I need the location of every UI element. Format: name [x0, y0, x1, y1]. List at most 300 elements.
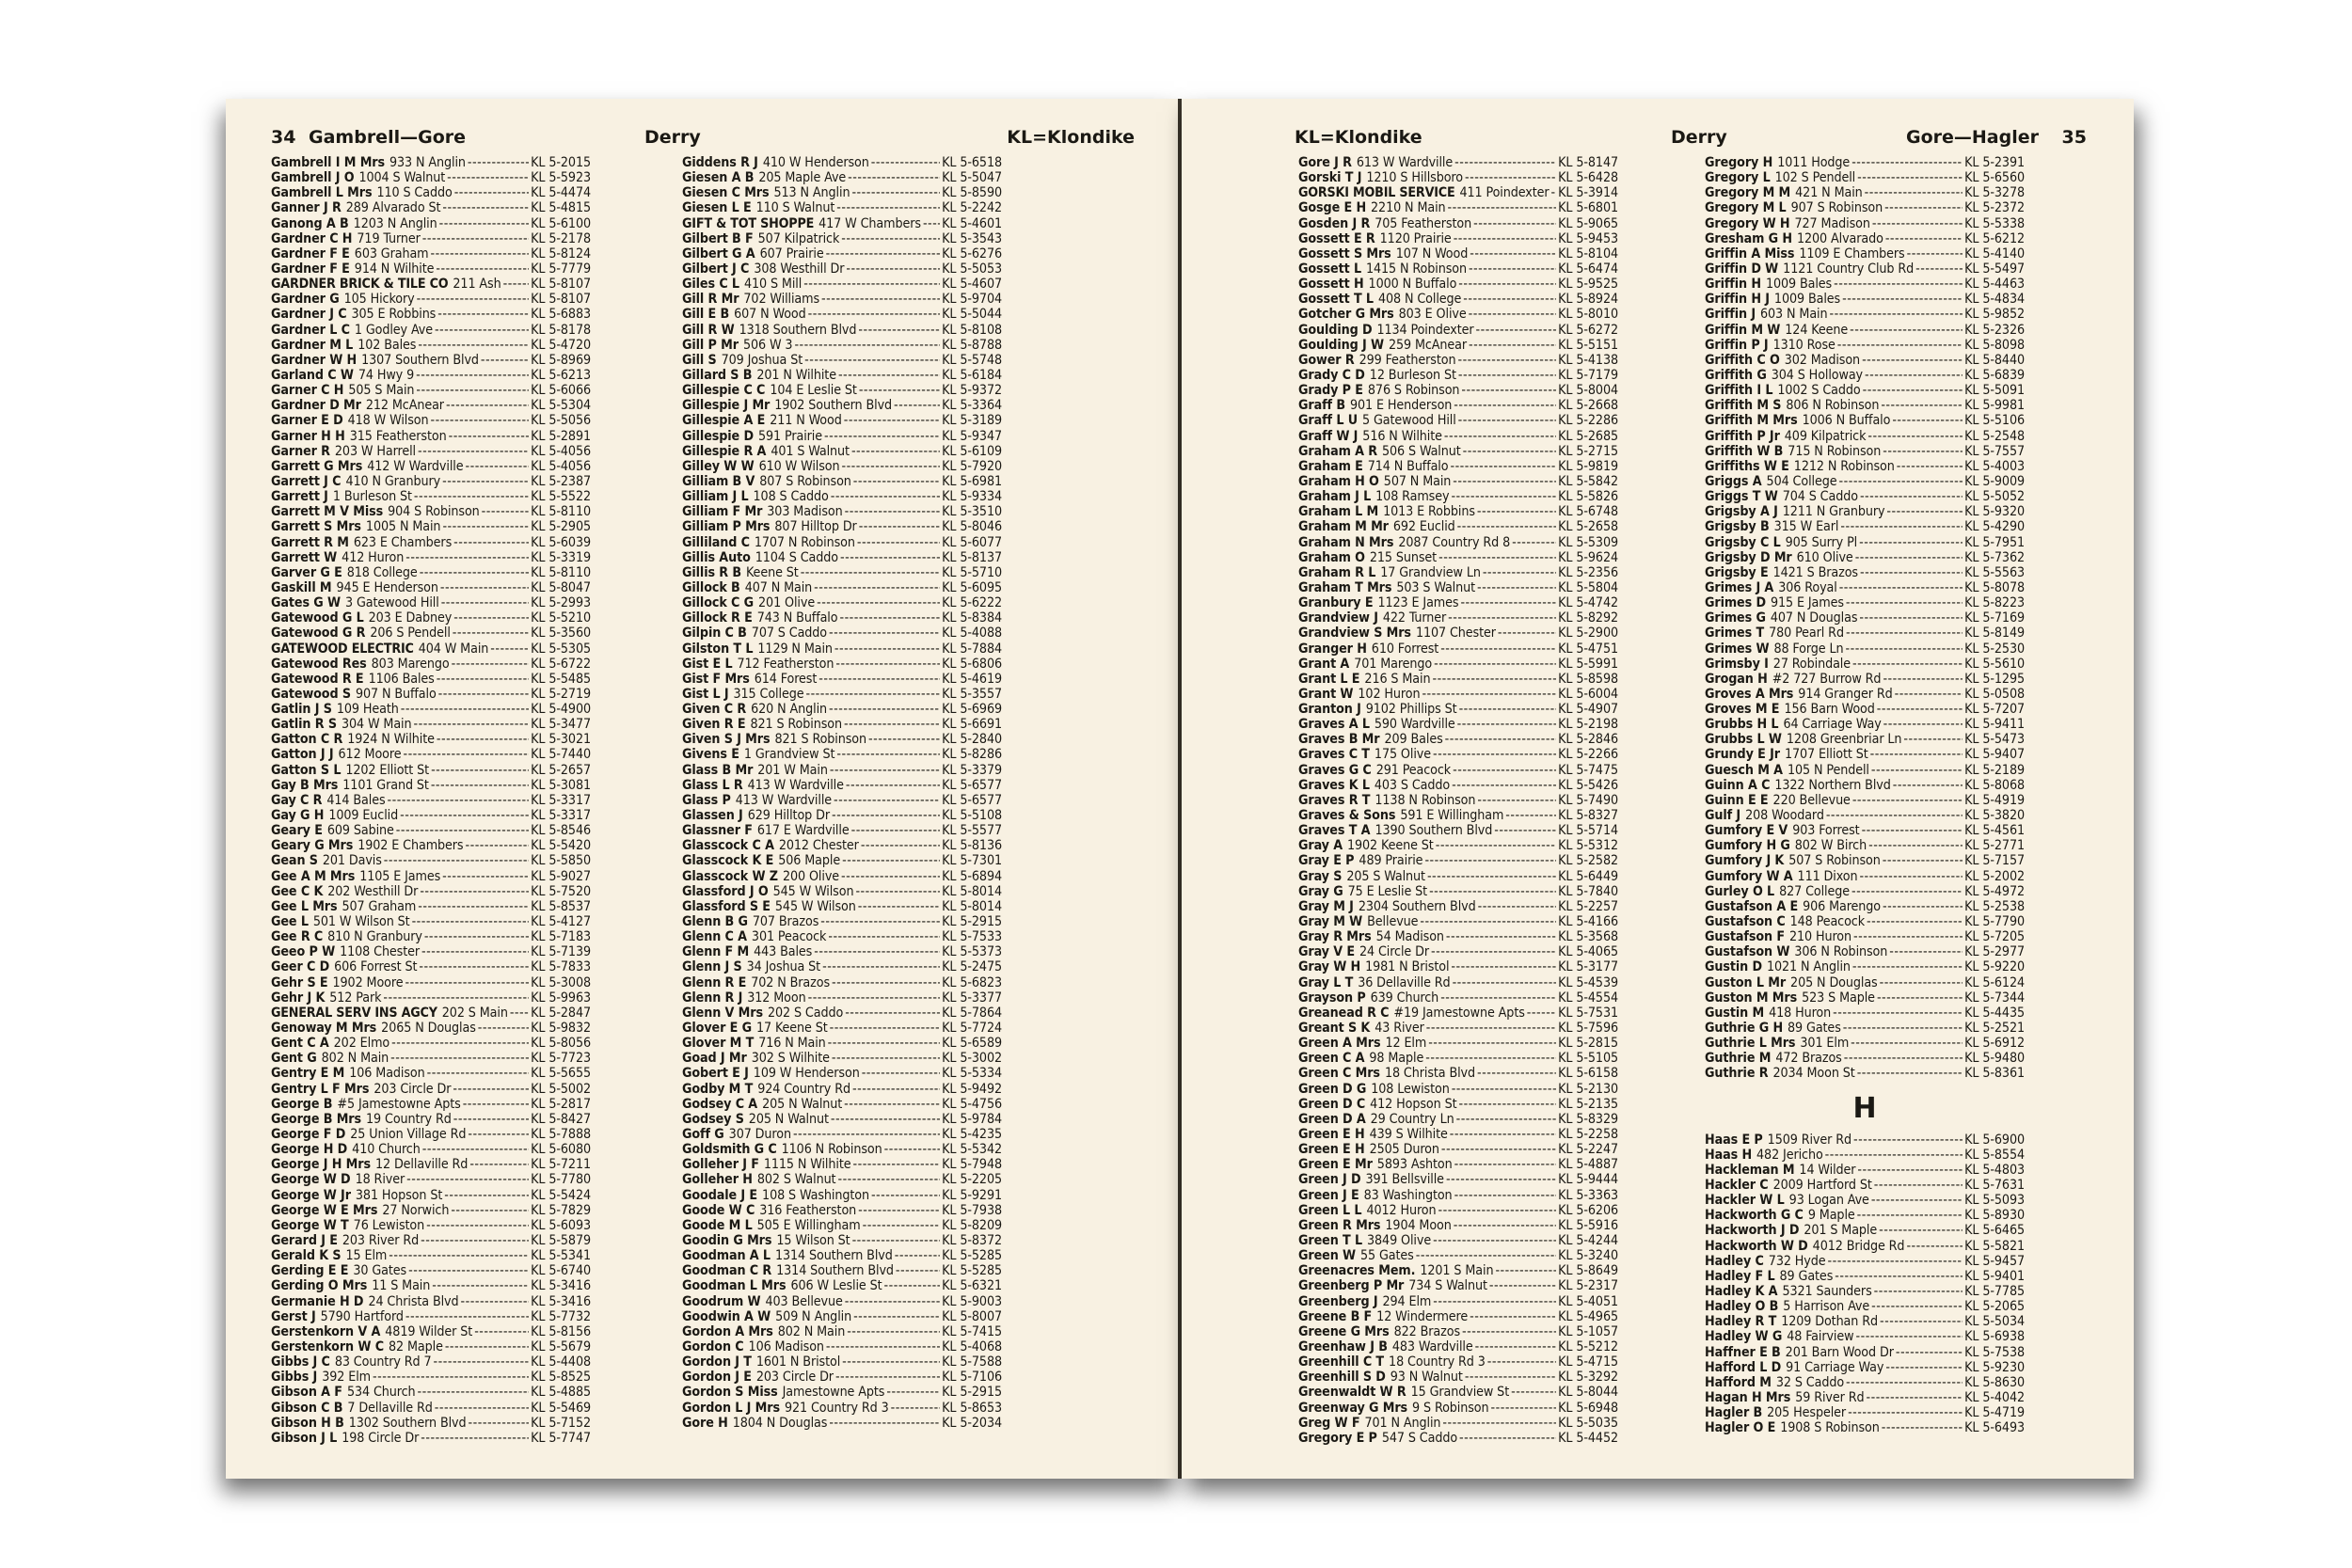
- listing-name: Grant W: [1298, 686, 1354, 702]
- listing-phone: KL 5-3002: [942, 1051, 1002, 1067]
- listing-phone: KL 5-9372: [942, 383, 1002, 399]
- listing-phone: KL 5-5342: [942, 1142, 1002, 1158]
- listing-entry: [1705, 732, 2025, 747]
- listing-entry: [271, 1142, 591, 1157]
- dot-leader: [1505, 808, 1556, 823]
- listing-address: 590 Wardville: [1374, 717, 1455, 733]
- listing-address: 43 River: [1375, 1021, 1424, 1037]
- listing-name: Gardner W H: [271, 352, 358, 368]
- listing-entry: [682, 610, 1002, 626]
- listing-name: Glass B Mr: [682, 762, 754, 778]
- listing-name: Gossett L: [1298, 261, 1361, 277]
- dot-leader: [1859, 869, 1963, 884]
- listing-entry: [1298, 338, 1618, 353]
- listing-entry: [1298, 474, 1618, 489]
- listing-name: Gay C R: [271, 792, 323, 808]
- listing-entry: [682, 277, 1002, 292]
- listing-entry: [682, 747, 1002, 762]
- dot-leader: [830, 1021, 941, 1036]
- listing-phone: KL 5-9480: [1964, 1051, 2025, 1067]
- listing-address: 802 W Birch: [1794, 838, 1867, 854]
- dot-leader: [826, 1339, 940, 1354]
- listing-phone: KL 5-2817: [531, 1096, 591, 1112]
- listing-phone: KL 5-6109: [942, 443, 1002, 459]
- left-page-number: 34: [271, 127, 296, 148]
- listing-address: 617 E Wardville: [756, 823, 850, 839]
- listing-address: 4819 Wilder St: [385, 1323, 473, 1339]
- dot-leader: [814, 944, 940, 959]
- listing-entry: [1298, 292, 1618, 307]
- dot-leader: [1452, 1082, 1556, 1097]
- listing-address: 443 Bales: [754, 944, 813, 960]
- dot-leader: [1867, 429, 1963, 444]
- listing-entry: [271, 292, 591, 307]
- listing-name: Gee L Mrs: [271, 898, 338, 914]
- listing-name: Gee R C: [271, 929, 324, 945]
- listing-name: Grimes T: [1705, 626, 1765, 641]
- dot-leader: [1440, 990, 1556, 1006]
- dot-leader: [1835, 1269, 1963, 1284]
- listing-name: Gill R Mr: [682, 292, 739, 308]
- listing-name: Guthrie M: [1705, 1051, 1772, 1067]
- listing-address: 904 S Robinson: [388, 504, 480, 520]
- listing-phone: KL 5-5108: [942, 808, 1002, 824]
- listing-name: Glass P: [682, 792, 731, 808]
- dot-leader: [859, 519, 940, 534]
- listing-name: Gilley W W: [682, 458, 755, 474]
- dot-leader: [814, 580, 940, 595]
- listing-entry: [271, 185, 591, 200]
- listing-phone: KL 5-5093: [1964, 1193, 2025, 1209]
- listing-entry: [271, 838, 591, 853]
- listing-address: 5893 Ashton: [1376, 1157, 1453, 1173]
- listing-address: 1202 Elliott St: [345, 762, 430, 778]
- dot-leader: [446, 398, 529, 413]
- listing-phone: KL 5-2915: [942, 914, 1002, 930]
- listing-address: 83 Washington: [1363, 1187, 1453, 1203]
- listing-phone: KL 5-9220: [1964, 959, 2025, 975]
- listing-phone: KL 5-5610: [1964, 656, 2025, 672]
- dot-leader: [842, 1354, 940, 1370]
- listing-entry: [682, 899, 1002, 914]
- listing-name: Graves & Sons: [1298, 808, 1396, 824]
- listing-phone: KL 5-7833: [531, 959, 591, 975]
- listing-address: 1101 Grand St: [342, 777, 429, 793]
- dot-leader: [1491, 1401, 1557, 1416]
- listing-phone: KL 5-6577: [942, 777, 1002, 793]
- listing-entry: [682, 261, 1002, 277]
- listing-entry: [1705, 1021, 2025, 1036]
- listing-entry: [682, 580, 1002, 595]
- listing-entry: [1705, 504, 2025, 519]
- listing-address: 727 Madison: [1794, 215, 1870, 231]
- listing-name: Grimes D: [1705, 595, 1766, 611]
- listing-name: GARDNER BRICK & TILE CO: [271, 277, 449, 293]
- listing-address: 606 W Leslie St: [790, 1278, 882, 1294]
- listing-address: 381 Hopson St: [355, 1187, 443, 1203]
- listing-phone: KL 5-7724: [942, 1021, 1002, 1037]
- listing-entry: [682, 1051, 1002, 1066]
- dot-leader: [442, 869, 529, 884]
- listing-entry: [1298, 626, 1618, 641]
- listing-phone: KL 5-7106: [942, 1370, 1002, 1386]
- listing-entry: [1705, 884, 2025, 899]
- listing-entry: [1298, 231, 1618, 246]
- listing-name: George W D: [271, 1172, 351, 1188]
- listing-entry: [271, 1385, 591, 1400]
- listing-entry: [1705, 1036, 2025, 1051]
- listing-entry: [271, 1051, 591, 1066]
- listing-phone: KL 5-7538: [1964, 1344, 2025, 1360]
- listing-phone: KL 5-5426: [1558, 777, 1618, 793]
- dot-leader: [1896, 1345, 1963, 1360]
- listing-address: 1904 Moon: [1385, 1217, 1452, 1233]
- listing-phone: KL 5-4244: [1558, 1232, 1618, 1248]
- listing-phone: KL 5-7747: [531, 1430, 591, 1446]
- listing-entry: [271, 853, 591, 868]
- listing-address: 1108 Chester: [340, 944, 421, 960]
- dot-leader: [853, 474, 940, 489]
- dot-leader: [841, 869, 940, 884]
- listing-phone: KL 5-2846: [1558, 732, 1618, 748]
- listing-phone: KL 5-7531: [1558, 1005, 1618, 1021]
- listing-address: 212 McAnear: [365, 398, 444, 414]
- listing-entry: [1298, 1294, 1618, 1309]
- listing-address: 1902 E Chambers: [358, 838, 464, 854]
- listing-name: Gibbs J C: [271, 1354, 330, 1370]
- listing-address: 102 Huron: [1358, 686, 1421, 702]
- listing-phone: KL 5-8329: [1558, 1111, 1618, 1127]
- listing-name: Griggs A: [1705, 473, 1762, 489]
- listing-phone: KL 5-5522: [531, 489, 591, 505]
- listing-address: 4012 Huron: [1366, 1202, 1437, 1218]
- listing-phone: KL 5-9981: [1964, 398, 2025, 414]
- dot-leader: [1906, 1239, 1963, 1254]
- listing-entry: [271, 1021, 591, 1036]
- listing-phone: KL 5-2391: [1964, 155, 2025, 170]
- listing-phone: KL 5-9624: [1558, 549, 1618, 565]
- listing-name: Goulding J W: [1298, 337, 1384, 353]
- listing-phone: KL 5-7533: [942, 929, 1002, 945]
- listing-entry: [682, 869, 1002, 884]
- dot-leader: [434, 1354, 530, 1370]
- dot-leader: [896, 1263, 940, 1278]
- listing-entry: [271, 763, 591, 778]
- dot-leader: [1478, 899, 1557, 914]
- listing-phone: KL 5-8209: [942, 1217, 1002, 1233]
- listing-name: Gambrell L Mrs: [271, 185, 373, 201]
- listing-address: 205 N Walnut: [762, 1096, 843, 1112]
- listing-phone: KL 5-5056: [531, 413, 591, 429]
- dot-leader: [1477, 580, 1556, 595]
- listing-phone: KL 5-4720: [531, 337, 591, 353]
- listing-address: 215 Sunset: [1369, 549, 1438, 565]
- listing-entry: [682, 307, 1002, 322]
- listing-address: 203 River Rd: [342, 1232, 420, 1248]
- listing-name: Hadley F L: [1705, 1268, 1775, 1284]
- listing-entry: [1298, 1385, 1618, 1400]
- dot-leader: [383, 990, 529, 1006]
- listing-phone: KL 5-8014: [942, 898, 1002, 914]
- listing-name: Green C A: [1298, 1051, 1365, 1067]
- listing-address: 104 E Leslie St: [770, 383, 857, 399]
- listing-address: 1009 Euclid: [328, 808, 399, 824]
- listing-phone: KL 5-9457: [1964, 1253, 2025, 1269]
- listing-address: 1322 Northern Blvd: [1774, 777, 1891, 793]
- dot-leader: [1428, 1036, 1556, 1051]
- dot-leader: [469, 1157, 529, 1172]
- listing-phone: KL 5-8178: [531, 322, 591, 338]
- listing-name: Green E H: [1298, 1142, 1365, 1158]
- listing-address: 606 Forrest St: [334, 959, 418, 975]
- listing-name: Glover M T: [682, 1036, 755, 1052]
- dot-leader: [1882, 1420, 1963, 1435]
- listing-address: 1421 S Brazos: [1772, 564, 1858, 580]
- listing-phone: KL 5-9832: [531, 1021, 591, 1037]
- dot-leader: [1855, 1329, 1963, 1344]
- dot-leader: [862, 1066, 940, 1081]
- listing-phone: KL 5-2135: [1558, 1096, 1618, 1112]
- listing-address: 413 W Wardville: [747, 777, 844, 793]
- listing-entry: [271, 959, 591, 974]
- listing-phone: KL 5-6213: [531, 367, 591, 383]
- listing-name: Gray L T: [1298, 974, 1354, 990]
- listing-phone: KL 5-9291: [942, 1187, 1002, 1203]
- listing-address: 439 S Wilhite: [1369, 1127, 1448, 1142]
- listing-entry: [1298, 869, 1618, 884]
- listing-name: Hadley C: [1705, 1253, 1764, 1269]
- listing-phone: KL 5-5804: [1558, 579, 1618, 595]
- listing-phone: KL 5-7723: [531, 1051, 591, 1067]
- listing-name: Gilliam B V: [682, 473, 755, 489]
- listing-phone: KL 5-9784: [942, 1111, 1002, 1127]
- listing-address: 1208 Greenbriar Ln: [1786, 732, 1902, 748]
- listing-entry: [1298, 277, 1618, 292]
- listing-entry: [271, 778, 591, 793]
- right-column-1: [1298, 155, 1618, 1446]
- listing-phone: KL 5-5923: [531, 170, 591, 186]
- listing-phone: KL 5-2840: [942, 732, 1002, 748]
- listing-address: 1390 Southern Blvd: [1375, 823, 1493, 839]
- dot-leader: [1883, 672, 1963, 687]
- dot-leader: [1450, 459, 1556, 474]
- dot-leader: [1846, 626, 1963, 641]
- listing-address: 903 Forrest: [1792, 823, 1860, 839]
- listing-phone: KL 5-4815: [531, 200, 591, 216]
- listing-phone: KL 5-9453: [1558, 230, 1618, 246]
- listing-address: 303 Madison: [767, 504, 843, 520]
- dot-leader: [1454, 1218, 1556, 1233]
- listing-phone: KL 5-8630: [1964, 1374, 2025, 1390]
- listing-name: Glover E G: [682, 1021, 752, 1037]
- listing-name: Greenhaw J B: [1298, 1338, 1388, 1354]
- listing-address: 915 E James: [1770, 595, 1844, 611]
- listing-address: 545 W Wilson: [772, 883, 854, 899]
- listing-address: Jamestowne Apts: [782, 1385, 885, 1401]
- listing-address: 1707 Elliott St: [1784, 747, 1868, 763]
- listing-address: 1121 Country Club Rd: [1783, 261, 1915, 277]
- listing-phone: KL 5-2475: [942, 959, 1002, 975]
- listing-name: Gordon C: [682, 1338, 744, 1354]
- dot-leader: [416, 368, 529, 383]
- listing-entry: [682, 474, 1002, 489]
- listing-phone: KL 5-6272: [1558, 322, 1618, 338]
- listing-phone: KL 5-2715: [1558, 443, 1618, 459]
- listing-entry: [682, 959, 1002, 974]
- dot-leader: [1852, 959, 1963, 974]
- listing-phone: KL 5-2847: [531, 1005, 591, 1021]
- listing-phone: KL 5-7211: [531, 1157, 591, 1173]
- dot-leader: [1886, 504, 1963, 519]
- listing-entry: [1705, 1269, 2025, 1284]
- listing-name: Gray M W: [1298, 914, 1363, 930]
- listing-name: Gumfory E V: [1705, 823, 1788, 839]
- dot-leader: [828, 929, 940, 944]
- listing-entry: [1298, 200, 1618, 215]
- listing-name: Garner C H: [271, 383, 344, 399]
- listing-name: Graham T Mrs: [1298, 579, 1392, 595]
- listing-entry: [271, 1203, 591, 1218]
- dot-leader: [1457, 353, 1556, 368]
- listing-entry: [1298, 975, 1618, 990]
- listing-address: 109 W Henderson: [753, 1066, 860, 1082]
- listing-phone: KL 5-2915: [942, 1385, 1002, 1401]
- listing-phone: KL 5-5879: [531, 1232, 591, 1248]
- listing-phone: KL 5-2247: [1558, 1142, 1618, 1158]
- listing-entry: [1298, 185, 1618, 200]
- listing-entry: [1298, 1142, 1618, 1157]
- listing-phone: KL 5-4972: [1964, 883, 2025, 899]
- listing-name: Gillis Auto: [682, 549, 751, 565]
- listing-entry: [1705, 975, 2025, 990]
- listing-address: 109 Heath: [336, 702, 399, 718]
- listing-phone: KL 5-2130: [1558, 1081, 1618, 1097]
- listing-entry: [682, 1021, 1002, 1036]
- listing-address: 603 N Main: [1760, 307, 1828, 323]
- listing-entry: [1705, 307, 2025, 322]
- dot-leader: [1852, 657, 1963, 672]
- listing-name: Gentry E M: [271, 1066, 345, 1082]
- listing-name: Gilliam F Mr: [682, 504, 763, 520]
- listing-phone: KL 5-5047: [942, 170, 1002, 186]
- listing-address: 418 Huron: [1769, 1005, 1832, 1021]
- listing-name: Garrett W: [271, 549, 338, 565]
- listing-entry: [271, 657, 591, 672]
- listing-name: Gossett E R: [1298, 230, 1375, 246]
- listing-address: 1314 Southern Blvd: [776, 1263, 894, 1279]
- listing-address: 15 Grandview St: [1410, 1385, 1510, 1401]
- listing-phone: KL 5-5285: [942, 1248, 1002, 1264]
- listing-phone: KL 5-9065: [1558, 215, 1618, 231]
- listing-phone: KL 5-8525: [531, 1370, 591, 1386]
- listing-address: 620 N Anglin: [751, 702, 828, 718]
- listing-entry: [682, 550, 1002, 565]
- listing-address: 705 Featherston: [1375, 215, 1472, 231]
- listing-phone: KL 5-9819: [1558, 458, 1618, 474]
- listing-phone: KL 5-7205: [1964, 929, 2025, 945]
- dot-leader: [1903, 732, 1963, 747]
- listing-entry: [1298, 687, 1618, 702]
- listing-phone: KL 5-7785: [1964, 1283, 2025, 1299]
- listing-phone: KL 5-8110: [531, 564, 591, 580]
- listing-entry: [271, 231, 591, 246]
- listing-entry: [271, 459, 591, 474]
- listing-name: Gray G: [1298, 883, 1343, 899]
- listing-name: Griffith M S: [1705, 398, 1782, 414]
- dot-leader: [442, 200, 529, 215]
- listing-name: Grant L E: [1298, 671, 1360, 687]
- listing-address: Bellevue: [1367, 914, 1419, 930]
- listing-address: 1129 N Main: [757, 641, 833, 657]
- dot-leader: [463, 1097, 529, 1112]
- listing-address: 1310 Rose: [1772, 337, 1836, 353]
- listing-phone: KL 5-6212: [1964, 230, 2025, 246]
- listing-entry: [682, 1112, 1002, 1127]
- listing-phone: KL 5-9347: [942, 428, 1002, 444]
- listing-phone: KL 5-6206: [1558, 1202, 1618, 1218]
- listing-entry: [1705, 338, 2025, 353]
- listing-name: Graff B: [1298, 398, 1345, 414]
- listing-name: Green D A: [1298, 1111, 1366, 1127]
- listing-name: Gentry L F Mrs: [271, 1081, 370, 1097]
- listing-entry: [271, 732, 591, 747]
- listing-address: 610 W Wilson: [758, 458, 840, 474]
- listing-phone: KL 5-6801: [1558, 200, 1618, 216]
- listing-phone: KL 5-2658: [1558, 519, 1618, 535]
- listing-address: 291 Peacock: [1375, 762, 1452, 778]
- dot-leader: [438, 687, 529, 702]
- listing-entry: [682, 702, 1002, 717]
- listing-phone: KL 5-7490: [1558, 792, 1618, 808]
- dot-leader: [884, 1278, 941, 1293]
- dot-leader: [1470, 246, 1556, 261]
- listing-name: Glenn F M: [682, 944, 750, 960]
- listing-address: 513 N Anglin: [773, 185, 850, 201]
- listing-phone: KL 5-8554: [1964, 1147, 2025, 1163]
- dot-leader: [884, 1142, 941, 1157]
- listing-name: Gee L: [271, 914, 309, 930]
- dot-leader: [837, 1172, 940, 1187]
- listing-name: Garrett S Mrs: [271, 519, 361, 535]
- listing-phone: KL 5-3317: [531, 792, 591, 808]
- listing-phone: KL 5-4140: [1964, 245, 2025, 261]
- listing-phone: KL 5-5212: [1558, 1338, 1618, 1354]
- listing-name: Golleher H: [682, 1172, 753, 1188]
- listing-phone: KL 5-8107: [531, 277, 591, 293]
- listing-phone: KL 5-2548: [1964, 428, 2025, 444]
- listing-name: George W T: [271, 1217, 349, 1233]
- dot-leader: [1862, 823, 1963, 838]
- listing-address: 1200 Alvarado: [1796, 230, 1883, 246]
- listing-phone: KL 5-4042: [1964, 1389, 2025, 1405]
- listing-phone: KL 5-3557: [942, 686, 1002, 702]
- listing-phone: KL 5-5309: [1558, 534, 1618, 550]
- listing-name: Griffith C O: [1705, 352, 1780, 368]
- listing-entry: [271, 580, 591, 595]
- listing-address: 1 Grandview St: [743, 747, 835, 763]
- listing-name: Gregory M L: [1705, 200, 1787, 216]
- listing-address: 308 Westhill Dr: [754, 261, 845, 277]
- listing-entry: [1298, 1172, 1618, 1187]
- listing-address: 2210 N Main: [1371, 200, 1446, 216]
- listing-entry: [271, 1218, 591, 1233]
- dot-leader: [422, 1142, 529, 1157]
- listing-address: 14 Wilder: [1799, 1162, 1856, 1178]
- listing-address: 82 Maple: [388, 1338, 443, 1354]
- listing-phone: KL 5-2372: [1964, 200, 2025, 216]
- listing-phone: KL 5-3543: [942, 230, 1002, 246]
- listing-address: 108 Ramsey: [1375, 489, 1450, 505]
